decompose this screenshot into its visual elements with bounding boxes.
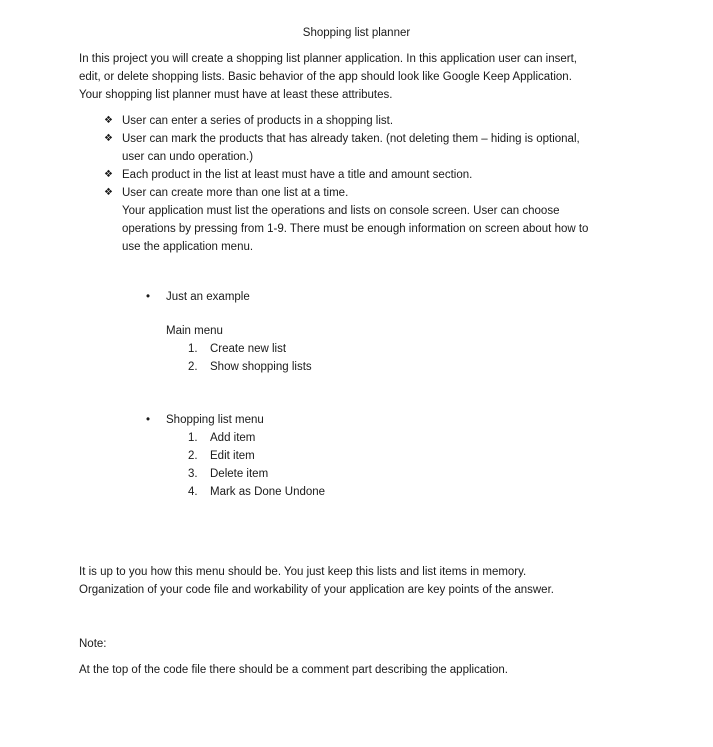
- item-number: 3.: [188, 468, 198, 480]
- diamond-bullet-icon: ❖: [104, 187, 113, 198]
- closing-paragraph: [79, 563, 659, 599]
- requirement-item: [104, 166, 644, 184]
- item-number: 2.: [188, 450, 198, 462]
- item-label: Edit item: [210, 450, 255, 462]
- diamond-bullet-icon: ❖: [104, 133, 113, 144]
- item-number: 4.: [188, 486, 198, 498]
- requirements-note-line: Your application must list the operations and lists on console screen. User can choose: [122, 205, 560, 217]
- intro-line: Your shopping list planner must have at least these attributes.: [79, 89, 393, 101]
- requirement-item: [104, 130, 644, 166]
- diamond-bullet-icon: ❖: [104, 169, 113, 180]
- item-number: 2.: [188, 361, 198, 373]
- main-menu-item: [188, 358, 312, 376]
- main-menu-title: Main menu: [166, 325, 223, 337]
- bullet-dot-icon: •: [146, 291, 151, 303]
- requirement-text: User can enter a series of products in a shopping list.: [122, 115, 394, 127]
- requirement-text: User can create more than one list at a time.: [122, 187, 349, 199]
- item-label: Delete item: [210, 468, 269, 480]
- shopping-menu-item: [188, 465, 325, 483]
- closing-line: Organization of your code file and workability of your application are key points of the answer.: [79, 584, 554, 596]
- requirement-text: User can mark the products that has already taken. (not deleting them – hiding is optional,: [122, 133, 580, 145]
- intro-line: In this project you will create a shopping list planner application. In this application user can insert,: [79, 53, 577, 65]
- diamond-bullet-icon: ❖: [104, 115, 113, 126]
- requirement-text: user can undo operation.): [122, 151, 254, 163]
- bullet-dot-icon: •: [146, 414, 151, 426]
- main-menu-list: [188, 340, 312, 376]
- item-label: Add item: [210, 432, 256, 444]
- requirements-note-line: operations by pressing from 1-9. There must be enough information on screen about how to: [122, 223, 589, 235]
- requirements-list: [104, 112, 644, 256]
- shopping-menu-item: [188, 447, 325, 465]
- requirement-text: Each product in the list at least must have a title and amount section.: [122, 169, 473, 181]
- closing-line: It is up to you how this menu should be. You just keep this lists and list items in memory.: [79, 566, 527, 578]
- item-label: Create new list: [210, 343, 287, 355]
- requirement-item: [104, 184, 644, 202]
- shopping-menu-item: [188, 483, 325, 501]
- example-label: Just an example: [166, 291, 250, 303]
- item-label: Show shopping lists: [210, 361, 312, 373]
- document-title: Shopping list planner: [302, 27, 411, 39]
- note-text: At the top of the code file there should be a comment part describing the application.: [79, 664, 508, 676]
- item-number: 1.: [188, 343, 198, 355]
- item-label: Mark as Done Undone: [210, 486, 326, 498]
- shopping-menu-item: [188, 429, 325, 447]
- note-label: Note:: [79, 638, 107, 650]
- requirements-note-line: use the application menu.: [122, 241, 254, 253]
- main-menu-item: [188, 340, 312, 358]
- requirements-note: [104, 202, 644, 256]
- item-number: 1.: [188, 432, 198, 444]
- shopping-menu-label: Shopping list menu: [166, 414, 264, 426]
- intro-line: edit, or delete shopping lists. Basic behavior of the app should look like Google Keep Application.: [79, 71, 572, 83]
- shopping-menu-list: [188, 429, 325, 501]
- intro-paragraph: [79, 50, 639, 104]
- requirement-item: [104, 112, 644, 130]
